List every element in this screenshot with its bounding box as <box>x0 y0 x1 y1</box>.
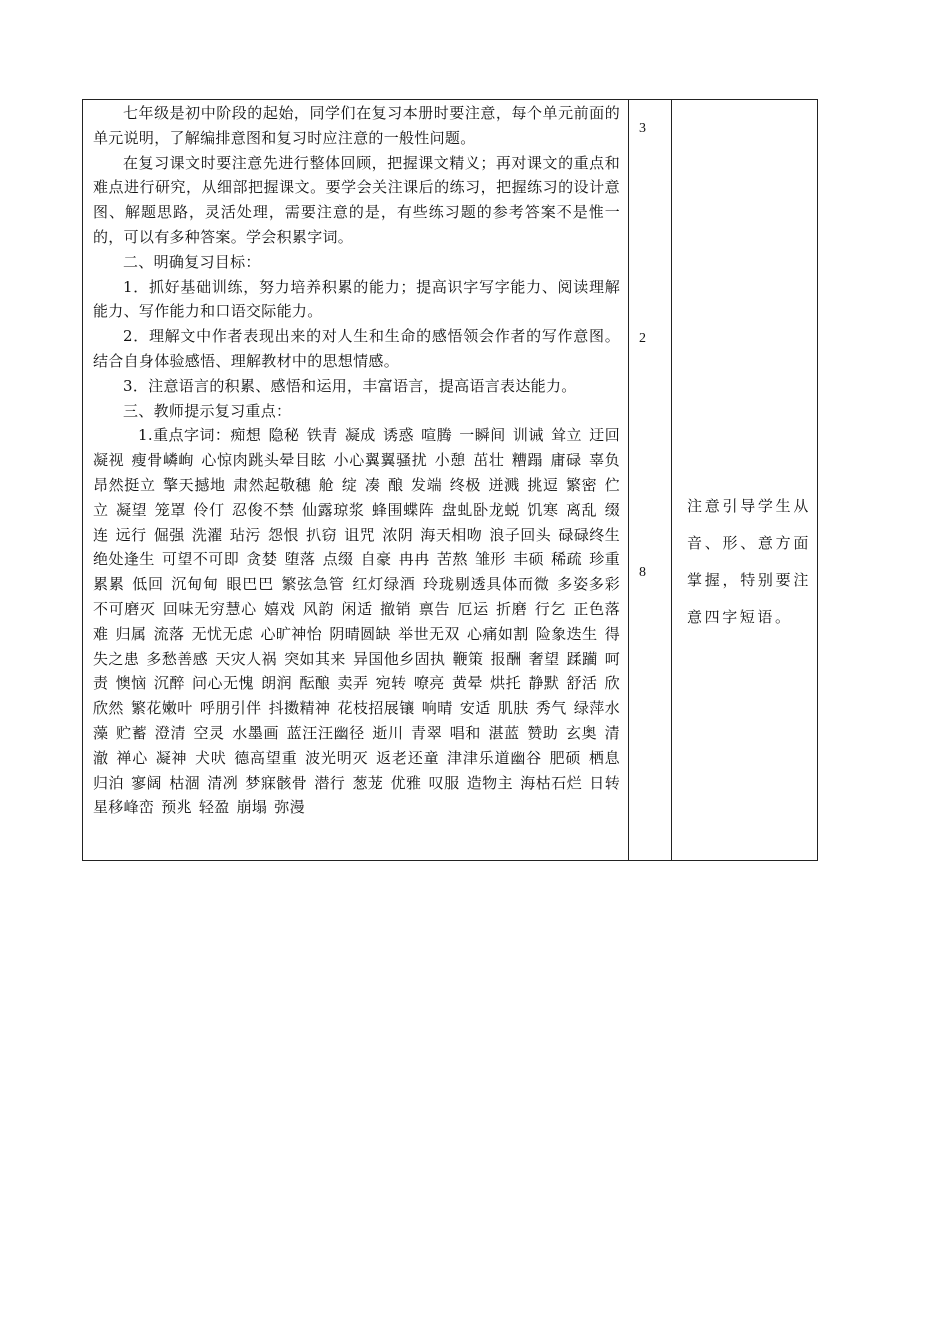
time-minutes: 8 <box>639 565 646 580</box>
intro-paragraph: 七年级是初中阶段的起始，同学们在复习本册时要注意，每个单元前面的单元说明，了解编排意图和复习时应注意的一般性问题。 <box>93 104 620 147</box>
time-minutes: 2 <box>639 331 646 346</box>
teacher-note: 注意引导学生从音、形、意方面掌握，特别要注意四字短语。 <box>687 497 811 626</box>
goal-item: 3．注意语言的积累、感悟和运用，丰富语言，提高语言表达能力。 <box>123 376 577 395</box>
time-minutes: 3 <box>639 121 646 136</box>
column-divider <box>671 100 672 860</box>
section-heading-goals: 二、明确复习目标： <box>123 252 261 271</box>
goal-item: 1．抓好基础训练，努力培养积累的能力；提高识字写字能力、阅读理解能力、写作能力和口语交际能力。 <box>93 277 620 321</box>
goal-item: 2．理解文中作者表现出来的对人生和生命的感悟领会作者的写作意图。结合自身体验感悟、理解教材中的思想情感。 <box>93 327 620 370</box>
review-paragraph: 在复习课文时要注意先进行整体回顾，把握课文精义；再对课文的重点和难点进行研究，从细部把握课文。要学会关注课后的练习，把握练习的设计意图、解题思路，灵活处理，需要注意的是，有些练习题的参考答案不是惟一的，可以有多种答案。学会积累字词。 <box>93 153 620 246</box>
column-divider <box>628 100 629 860</box>
content-cell <box>83 100 628 860</box>
section-heading-focus: 三、教师提示复习重点： <box>123 401 292 420</box>
key-vocabulary: 1.重点字词：痴想 隐秘 铁青 凝成 诱惑 喧腾 一瞬间 训诫 耸立 迂回 凝视 瘦骨嶙峋 心惊肉跳头晕目眩 小心翼翼骚扰 小憩 茁壮 糟蹋 庸碌 辜负 昂然挺立 擎天撼地 肃然起敬穗 舱 绽 凑 酿 发端 终极 迸溅 挑逗 繁密 伫立 凝望 笼罩 伶仃 忍俊不禁 仙露琼浆 蜂围蝶阵 盘虬卧龙蜕 饥寒 离乱 缀连 远行 倔强 洗濯 玷污 怨恨 扒窃 诅咒 浓阴 海天相吻 浪子回头 碌碌终生 绝处逢生 可望不可即 贪婪 堕落 点缀 自豪 冉冉 苦熬 雏形 丰硕 稀疏 珍重 累累 低回 沉甸甸 眼巴巴 繁弦急管 红灯绿酒 玲珑剔透具体而微 多姿多彩 不可磨灭 回味无穷慧心 嬉戏 风韵 闲适 撤销 禀告 厄运 折磨 行乞 正色落难 归属 流落 无忧无虑 心旷神怡 阴晴圆缺 举世无双 心痛如割 险象迭生 得失之患 多愁善感 天灾人祸 突如其来 异国他乡固执 鞭策 报酬 奢望 蹂躏 呵责 懊恼 沉醉 问心无愧 朗润 酝酿 卖弄 宛转 嘹亮 黄晕 烘托 静默 舒活 欣欣然 繁花嫩叶 呼朋引伴 抖擞精神 花枝招展镶 响晴 安适 肌肤 秀气 绿萍水藻 贮蓄 澄清 空灵 水墨画 蓝汪汪幽径 逝川 青翠 唱和 湛蓝 赞助 玄奥 清澈 禅心 凝神 犬吠 德高望重 波光明灭 返老还童 津津乐道幽谷 肥硕 栖息 归泊 寥阔 枯涸 清冽 梦寐骸骨 潜行 葱茏 优雅 叹服 造物主 海枯石烂 日转星移峰峦 预兆 轻盈 崩塌 弥漫 <box>93 426 620 817</box>
lesson-plan-table <box>82 99 818 861</box>
